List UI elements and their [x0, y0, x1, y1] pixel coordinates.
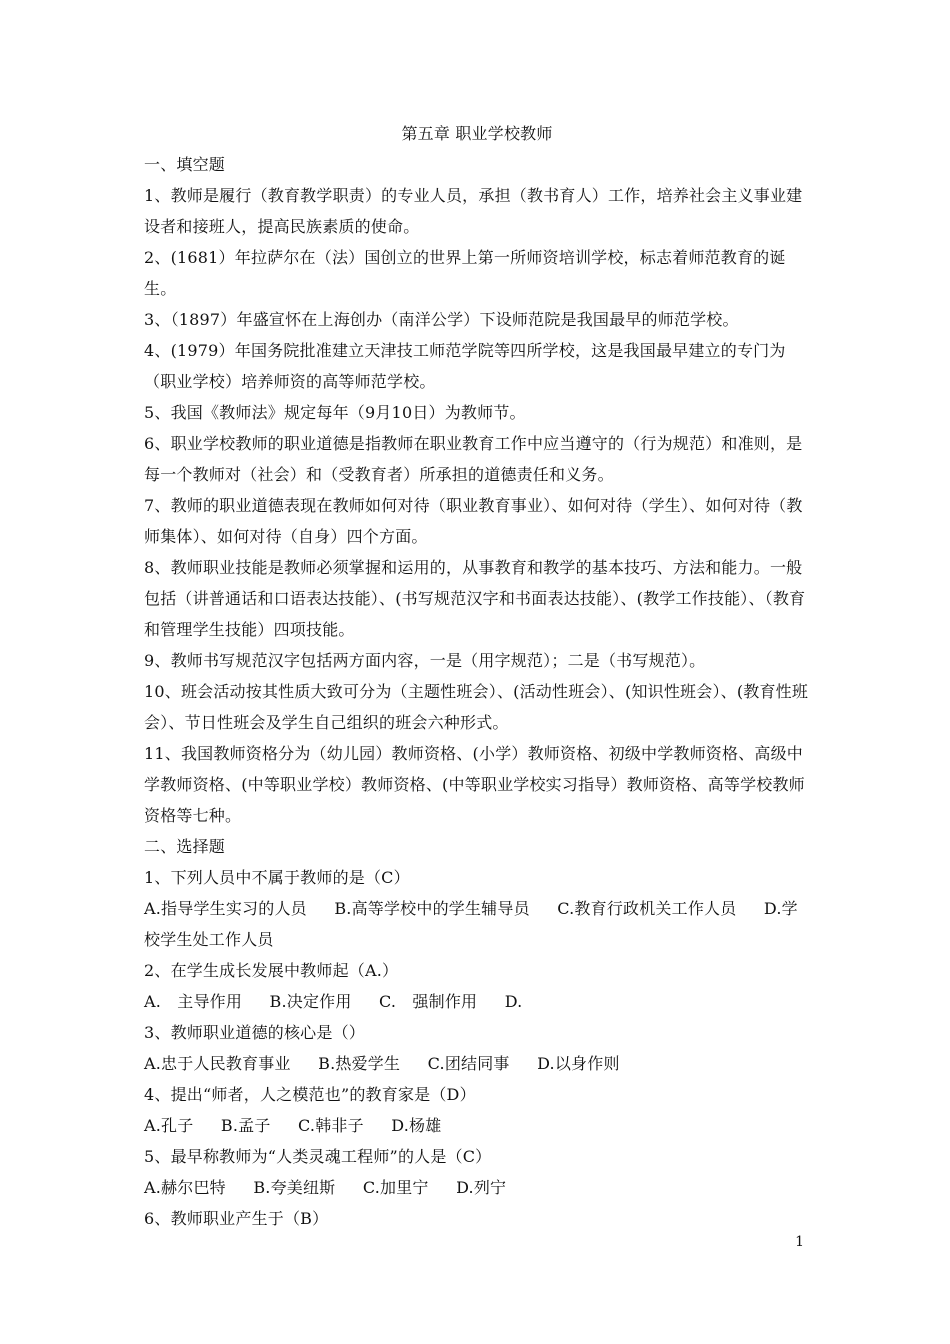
choice-question: 5、最早称教师为“人类灵魂工程师”的人是（C） [144, 1147, 492, 1166]
fill-in-item: 1、教师是履行（教育教学职责）的专业人员，承担（教书育人）工作，培养社会主义事业建设者和接班人，提高民族素质的使命。 [144, 186, 803, 236]
section-heading-choice: 二、选择题 [144, 837, 226, 856]
chapter-title: 第五章 职业学校教师 [401, 124, 553, 143]
page-number: 1 [795, 1234, 804, 1250]
choice-question: 2、在学生成长发展中教师起（A.） [144, 961, 399, 980]
fill-in-item: 11、我国教师资格分为（幼儿园）教师资格、(小学）教师资格、初级中学教师资格、高级中学教师资格、(中等职业学校）教师资格、(中等职业学校实习指导）教师资格、高等学校教师资格等七种。 [144, 744, 805, 825]
choice-options: A.忠于人民教育事业 B.热爱学生 C.团结同事 D.以身作则 [144, 1054, 620, 1073]
fill-in-item: 2、(1681）年拉萨尔在（法）国创立的世界上第一所师资培训学校，标志着师范教育的诞生。 [144, 248, 786, 298]
choice-options: A. 主导作用 B.决定作用 C. 强制作用 D. [144, 992, 523, 1011]
fill-in-item: 4、(1979）年国务院批准建立天津技工师范学院等四所学校，这是我国最早建立的专门为（职业学校）培养师资的高等师范学校。 [144, 341, 786, 391]
fill-in-item: 9、教师书写规范汉字包括两方面内容，一是（用字规范）；二是（书写规范）。 [144, 651, 706, 670]
fill-in-item: 3、（1897）年盛宣怀在上海创办（南洋公学）下设师范院是我国最早的师范学校。 [144, 310, 739, 329]
fill-in-item: 5、我国《教师法》规定每年（9月10日）为教师节。 [144, 403, 526, 422]
choice-options: A.赫尔巴特 B.夸美纽斯 C.加里宁 D.列宁 [144, 1178, 507, 1197]
fill-in-item: 8、教师职业技能是教师必须掌握和运用的，从事教育和教学的基本技巧、方法和能力。一般包括（讲普通话和口语表达技能）、(书写规范汉字和书面表达技能）、(教学工作技能）、（教育和管理学生技能）四项技能。 [144, 558, 806, 639]
document-content [144, 118, 810, 1234]
choice-question: 4、提出“师者，人之模范也”的教育家是（D） [144, 1085, 476, 1104]
fill-in-item: 6、职业学校教师的职业道德是指教师在职业教育工作中应当遵守的（行为规范）和准则，是每一个教师对（社会）和（受教育者）所承担的道德责任和义务。 [144, 434, 803, 484]
fill-in-item: 7、教师的职业道德表现在教师如何对待（职业教育事业）、如何对待（学生）、如何对待（教师集体）、如何对待（自身）四个方面。 [144, 496, 803, 546]
choice-question: 3、教师职业道德的核心是（） [144, 1023, 365, 1042]
choice-options: A.指导学生实习的人员 B.高等学校中的学生辅导员 C.教育行政机关工作人员 D.学校学生处工作人员 [144, 899, 798, 949]
choice-options: A.孔子 B.孟子 C.韩非子 D.杨雄 [144, 1116, 442, 1135]
choice-question: 1、下列人员中不属于教师的是（C） [144, 868, 410, 887]
fill-in-item: 10、班会活动按其性质大致可分为（主题性班会）、(活动性班会）、(知识性班会）、(教育性班会）、节日性班会及学生自己组织的班会六种形式。 [144, 682, 809, 732]
choice-question: 6、教师职业产生于（B） [144, 1209, 329, 1228]
section-heading-fill-in: 一、填空题 [144, 155, 226, 174]
